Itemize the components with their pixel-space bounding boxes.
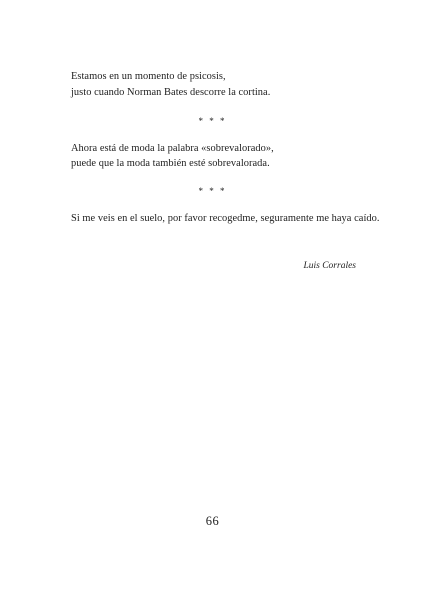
section-separator: * * * (198, 116, 227, 126)
author-signature: Luis Corrales (303, 261, 356, 271)
stanza1-line2: justo cuando Norman Bates descorre la cortina. (71, 87, 271, 98)
page-number: 66 (205, 514, 220, 528)
stanza1-line1: Estamos en un momento de psicosis, (71, 71, 226, 82)
stanza2-line1: Ahora está de moda la palabra «sobrevalorado», (71, 143, 274, 154)
stanza3-line1: Si me veis en el suelo, por favor recogedme, seguramente me haya caído. (71, 213, 380, 224)
stanza2-line2: puede que la moda también esté sobrevalorada. (71, 158, 270, 169)
section-separator: * * * (198, 186, 227, 196)
